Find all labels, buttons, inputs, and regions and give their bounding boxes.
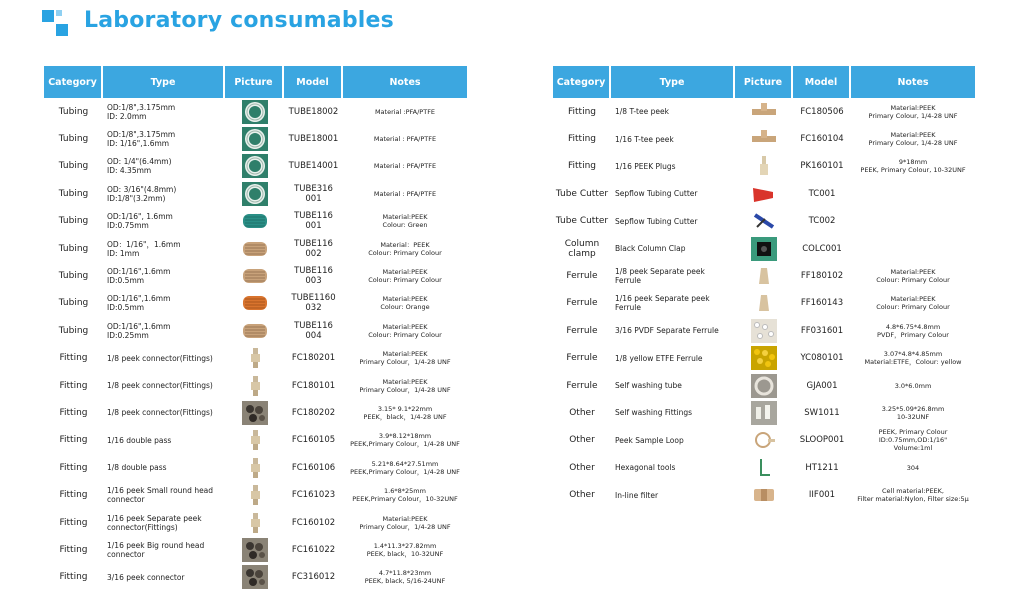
type-cell: 1/16 peek Separate peek connector(Fittings)	[107, 513, 202, 532]
picture-cell	[735, 317, 793, 344]
notes-cell: Material:PEEK Colour: Primary Colour	[876, 295, 950, 312]
table-row	[44, 427, 467, 454]
header-notes: Notes	[851, 66, 975, 98]
notes-cell: 4.8*6.75*4.8mm PVDF，Primary Colour	[877, 322, 949, 339]
cutter-blue-icon	[751, 209, 777, 233]
picture-cell	[225, 235, 284, 262]
ferrule-yellow-icon	[751, 346, 777, 370]
notes-cell: Material : PFA/PTFE	[373, 189, 437, 198]
category-cell: Ferrule	[566, 298, 598, 309]
picture-cell	[225, 153, 284, 180]
model-cell: TUBE1160 032	[291, 293, 336, 314]
coil-green-icon	[242, 182, 268, 206]
model-cell: TUBE116 001	[294, 211, 333, 232]
type-cell: Black Column Clap	[615, 244, 686, 254]
category-cell: Other	[569, 490, 595, 501]
type-cell: OD：1/16"，1.6mm ID: 1mm	[107, 239, 181, 258]
table-row	[553, 454, 975, 481]
type-cell: 1/8 T-tee peek	[615, 107, 669, 117]
picture-cell	[735, 372, 793, 399]
model-cell: GJA001	[806, 380, 838, 391]
coil-green-icon	[242, 100, 268, 124]
notes-cell	[851, 180, 975, 207]
type-cell: OD: 1/4"(6.4mm) ID: 4.35mm	[107, 157, 172, 176]
table-row	[44, 262, 467, 289]
picture-cell	[735, 399, 793, 426]
type-cell: OD:1/16", 1.6mm ID:0.75mm	[107, 212, 173, 231]
model-cell: PK160101	[800, 161, 844, 172]
picture-cell	[225, 509, 284, 536]
category-cell: Fitting	[59, 490, 88, 501]
type-cell: 1/16 double pass	[107, 435, 172, 445]
category-cell: Ferrule	[566, 271, 598, 282]
model-cell: TUBE18001	[288, 134, 339, 145]
coil-beige-icon	[242, 264, 268, 288]
fitting-pile-icon	[242, 538, 268, 562]
coil-beige-icon	[242, 237, 268, 261]
type-cell: OD:1/8",3.175mm ID: 2.0mm	[107, 102, 176, 121]
picture-cell	[735, 153, 793, 180]
table-row	[553, 345, 975, 372]
right-catalog-table	[553, 66, 975, 509]
header-notes: Notes	[343, 66, 467, 98]
notes-cell: Cell material:PEEK, Filter material:Nylon, Filter size:5μ	[857, 487, 969, 504]
picture-cell	[225, 454, 284, 481]
tee-icon	[751, 127, 777, 151]
notes-cell: 3.9*8.12*18mm PEEK,Primary Colour，1/4-28 UNF	[350, 432, 460, 449]
logo-icon	[42, 10, 70, 38]
notes-cell: 9*18mm PEEK, Primary Colour, 10-32UNF	[860, 158, 966, 175]
category-cell: Fitting	[59, 353, 88, 364]
table-row	[44, 290, 467, 317]
left-catalog-table	[44, 66, 467, 591]
fitting-icon	[242, 374, 268, 398]
model-cell: IIF001	[808, 490, 836, 501]
picture-cell	[225, 427, 284, 454]
picture-cell	[225, 564, 284, 591]
category-cell: Fitting	[59, 572, 88, 583]
model-cell: FC160104	[800, 134, 844, 145]
picture-cell	[735, 235, 793, 262]
table-row	[44, 235, 467, 262]
model-cell: TUBE18002	[288, 106, 339, 117]
header-category: Category	[553, 66, 611, 98]
picture-cell	[225, 208, 284, 235]
type-cell: 1/16 T-tee peek	[615, 134, 674, 144]
fitting-icon	[242, 511, 268, 535]
washing-fittings-icon	[751, 401, 777, 425]
header-picture: Picture	[225, 66, 284, 98]
model-cell: FC316012	[291, 572, 336, 583]
type-cell: Sepflow Tubing Cutter	[615, 216, 698, 226]
category-cell: Fitting	[59, 435, 88, 446]
notes-cell: Material : PFA/PTFE	[373, 135, 437, 144]
picture-cell	[735, 262, 793, 289]
picture-cell	[735, 208, 793, 235]
category-cell: Fitting	[568, 106, 596, 117]
notes-cell: Material:PEEK Primary Colour，1/4-28 UNF	[359, 377, 451, 394]
category-cell: Fitting	[59, 462, 88, 473]
category-cell: Ferrule	[566, 380, 598, 391]
table-row	[553, 125, 975, 152]
category-cell: Tube Cutter	[555, 188, 609, 199]
model-cell: FC161022	[291, 544, 336, 555]
table-row	[553, 262, 975, 289]
page-title: Laboratory consumables	[84, 8, 394, 33]
model-cell: COLC001	[802, 243, 842, 254]
category-cell: Fitting	[59, 380, 88, 391]
type-cell: 1/8 double pass	[107, 463, 167, 473]
picture-cell	[225, 290, 284, 317]
ferrule-icon	[751, 291, 777, 315]
notes-cell: Material :PFA/PTFE	[374, 107, 436, 116]
type-cell: Self washing Fittings	[615, 408, 693, 418]
notes-cell: Material:PEEK Colour: Green	[382, 213, 428, 230]
notes-cell: 3.15* 9.1*22mm PEEK，black，1/4-28 UNF	[363, 404, 447, 421]
category-cell: Tubing	[58, 188, 89, 199]
coil-green-icon	[242, 127, 268, 151]
table-row	[553, 153, 975, 180]
picture-cell	[225, 317, 284, 344]
picture-cell	[225, 262, 284, 289]
model-cell: TUBE316 001	[294, 183, 333, 204]
category-cell: Tubing	[58, 134, 89, 145]
notes-cell: 1.4*11.3*27.82mm PEEK, black，10-32UNF	[366, 541, 444, 558]
fitting-icon	[242, 483, 268, 507]
cutter-red-icon	[751, 182, 777, 206]
type-cell: 1/16 peek Big round head connector	[107, 540, 205, 559]
category-cell: Tube Cutter	[555, 216, 609, 227]
header-model: Model	[284, 66, 343, 98]
notes-cell: Material:PEEK Primary Colour，1/4-28 UNF	[359, 350, 451, 367]
category-cell: Fitting	[568, 161, 596, 172]
model-cell: FF180102	[800, 271, 844, 282]
notes-cell: Material:PEEK Colour: Orange	[380, 295, 430, 312]
table-row	[44, 98, 467, 125]
hex-tool-icon	[751, 456, 777, 480]
notes-cell: Material : PFA/PTFE	[373, 162, 437, 171]
notes-cell: Material:PEEK Primary Colour, 1/4-28 UNF	[868, 103, 958, 120]
notes-cell: PEEK, Primary Colour ID:0.75mm,OD:1/16" Volume:1ml	[878, 428, 948, 453]
category-cell: Other	[569, 435, 595, 446]
tee-icon	[751, 100, 777, 124]
coil-orange-icon	[242, 291, 268, 315]
table-row	[44, 180, 467, 207]
category-cell: Fitting	[568, 134, 596, 145]
table-row	[553, 399, 975, 426]
type-cell: OD:1/8",3.175mm ID: 1/16",1.6mm	[107, 130, 176, 149]
table-row	[44, 564, 467, 591]
header-type: Type	[103, 66, 225, 98]
table-row	[553, 98, 975, 125]
type-cell: 1/8 peek connector(Fittings)	[107, 381, 213, 391]
table-row	[553, 235, 975, 262]
table-row	[44, 125, 467, 152]
notes-cell: 5.21*8.64*27.51mm PEEK,Primary Colour，1/4-28 UNF	[350, 459, 460, 476]
table-row	[44, 481, 467, 508]
category-cell: Fitting	[59, 517, 88, 528]
model-cell: TUBE116 004	[294, 320, 333, 341]
category-cell: Tubing	[58, 243, 89, 254]
header-type: Type	[611, 66, 735, 98]
picture-cell	[225, 536, 284, 563]
type-cell: Hexagonal tools	[615, 463, 676, 473]
category-cell: Column clamp	[564, 238, 600, 259]
type-cell: Self washing tube	[615, 381, 682, 391]
notes-cell: 4.7*11.8*23mm PEEK, black, 5/16-24UNF	[364, 569, 446, 586]
category-cell: Tubing	[58, 271, 89, 282]
picture-cell	[735, 290, 793, 317]
model-cell: FC161023	[291, 490, 336, 501]
notes-cell	[851, 208, 975, 235]
picture-cell	[735, 180, 793, 207]
type-cell: 1/8 yellow ETFE Ferrule	[615, 353, 703, 363]
model-cell: FC180506	[800, 106, 844, 117]
type-cell: 1/16 PEEK Plugs	[615, 161, 676, 171]
header-model: Model	[793, 66, 851, 98]
table-row	[44, 153, 467, 180]
picture-cell	[225, 98, 284, 125]
notes-cell: 3.25*5.09*26.8mm 10-32UNF	[881, 404, 945, 421]
table-row	[44, 317, 467, 344]
type-cell: 1/16 peek Small round head connector	[107, 486, 214, 505]
model-cell: YC080101	[800, 353, 844, 364]
ferrule-pile-icon	[751, 319, 777, 343]
category-cell: Tubing	[58, 216, 89, 227]
model-cell: FF160143	[800, 298, 844, 309]
table-row	[44, 536, 467, 563]
type-cell: OD:1/16",1.6mm ID:0.5mm	[107, 267, 171, 286]
table-row	[44, 509, 467, 536]
type-cell: 1/8 peek Separate peek Ferrule	[615, 267, 705, 286]
model-cell: TC001	[808, 188, 836, 199]
notes-cell: Material:PEEK Primary Colour，1/4-28 UNF	[359, 514, 451, 531]
picture-cell	[225, 481, 284, 508]
picture-cell	[225, 399, 284, 426]
fitting-icon	[242, 428, 268, 452]
table-row	[553, 481, 975, 508]
type-cell: Sepflow Tubing Cutter	[615, 189, 698, 199]
table-row	[44, 345, 467, 372]
picture-cell	[735, 345, 793, 372]
category-cell: Fitting	[59, 544, 88, 555]
category-cell: Fitting	[59, 407, 88, 418]
type-cell: 1/8 peek connector(Fittings)	[107, 408, 213, 418]
type-cell: 3/16 peek connector	[107, 572, 185, 582]
table-row	[44, 372, 467, 399]
fitting-icon	[242, 456, 268, 480]
table-row	[553, 317, 975, 344]
model-cell: TC002	[808, 216, 836, 227]
type-cell: In-line filter	[615, 490, 659, 500]
type-cell: 3/16 PVDF Separate Ferrule	[615, 326, 719, 336]
type-cell: OD:1/16",1.6mm ID:0.25mm	[107, 321, 171, 340]
clamp-icon	[751, 237, 777, 261]
coil-teal-icon	[242, 209, 268, 233]
notes-cell: 304	[906, 463, 920, 472]
notes-cell: Material:PEEK Colour: Primary Colour	[368, 268, 442, 285]
picture-cell	[225, 372, 284, 399]
model-cell: FC160106	[291, 462, 336, 473]
model-cell: TUBE116 002	[294, 238, 333, 259]
washing-tube-icon	[751, 374, 777, 398]
notes-cell: 3.07*4.8*4.85mm Material:ETFE，Colour: yellow	[864, 350, 962, 367]
category-cell: Tubing	[58, 161, 89, 172]
model-cell: TUBE116 003	[294, 266, 333, 287]
type-cell: Peek Sample Loop	[615, 435, 684, 445]
type-cell: OD:1/16",1.6mm ID:0.5mm	[107, 294, 171, 313]
model-cell: FC180101	[291, 380, 336, 391]
filter-icon	[751, 483, 777, 507]
picture-cell	[735, 454, 793, 481]
type-cell: 1/16 peek Separate peek Ferrule	[615, 294, 710, 313]
picture-cell	[225, 345, 284, 372]
header-category: Category	[44, 66, 103, 98]
picture-cell	[735, 125, 793, 152]
model-cell: SLOOP001	[799, 435, 845, 446]
table-row	[553, 427, 975, 454]
coil-beige-icon	[242, 319, 268, 343]
sample-loop-icon	[751, 428, 777, 452]
table-row	[553, 208, 975, 235]
notes-cell: 3.0*6.0mm	[894, 381, 932, 390]
category-cell: Tubing	[58, 325, 89, 336]
type-cell: 1/8 peek connector(Fittings)	[107, 353, 213, 363]
category-cell: Ferrule	[566, 353, 598, 364]
picture-cell	[735, 427, 793, 454]
fitting-pile-icon	[242, 401, 268, 425]
picture-cell	[735, 481, 793, 508]
model-cell: FF031601	[800, 325, 844, 336]
category-cell: Other	[569, 407, 595, 418]
notes-cell: Material:PEEK Primary Colour, 1/4-28 UNF	[868, 131, 958, 148]
model-cell: FC180201	[291, 353, 336, 364]
picture-cell	[225, 180, 284, 207]
table-row	[44, 454, 467, 481]
picture-cell	[225, 125, 284, 152]
model-cell: FC180202	[291, 407, 336, 418]
model-cell: FC160102	[291, 517, 336, 528]
model-cell: FC160105	[291, 435, 336, 446]
table-row	[44, 208, 467, 235]
category-cell: Tubing	[58, 106, 89, 117]
notes-cell	[851, 235, 975, 262]
category-cell: Tubing	[58, 298, 89, 309]
notes-cell: Material:PEEK Colour: Primary Colour	[368, 322, 442, 339]
category-cell: Ferrule	[566, 325, 598, 336]
model-cell: TUBE14001	[288, 161, 339, 172]
picture-cell	[735, 98, 793, 125]
ferrule-icon	[751, 264, 777, 288]
table-row	[553, 180, 975, 207]
notes-cell: 1.6*8*25mm PEEK,Primary Colour，10-32UNF	[352, 487, 458, 504]
fitting-pile-icon	[242, 565, 268, 589]
table-row	[553, 290, 975, 317]
fitting-icon	[242, 346, 268, 370]
coil-green-icon	[242, 154, 268, 178]
plug-icon	[751, 154, 777, 178]
notes-cell: Material：PEEK Colour: Primary Colour	[368, 240, 442, 257]
table-row	[44, 399, 467, 426]
model-cell: SW1011	[804, 407, 840, 418]
type-cell: OD: 3/16"(4.8mm) ID:1/8"(3.2mm)	[107, 184, 177, 203]
notes-cell: Material:PEEK Colour: Primary Colour	[876, 268, 950, 285]
header-picture: Picture	[735, 66, 793, 98]
table-row	[553, 372, 975, 399]
model-cell: HT1211	[805, 462, 839, 473]
category-cell: Other	[569, 462, 595, 473]
